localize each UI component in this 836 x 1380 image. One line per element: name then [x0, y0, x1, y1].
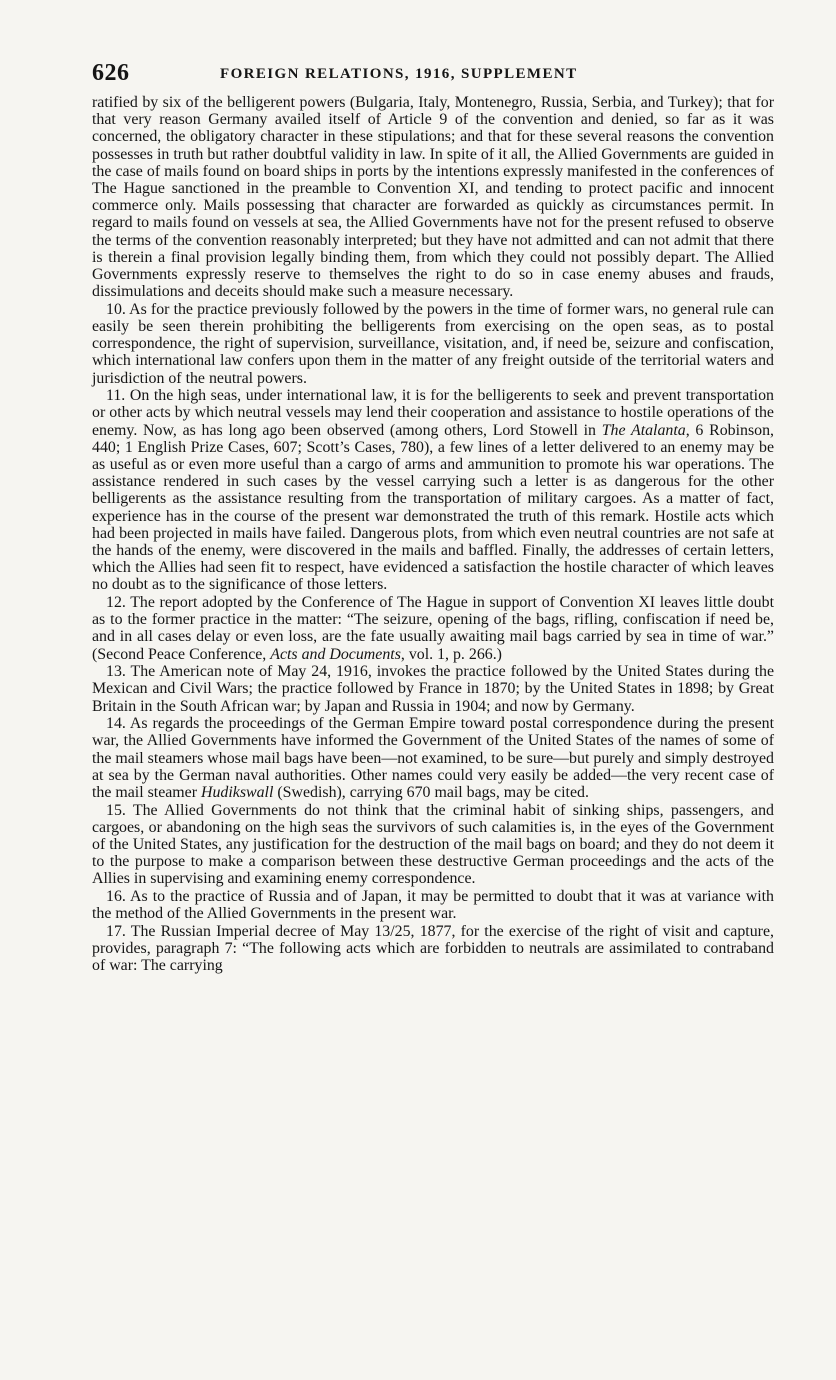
page-header: [92, 60, 774, 94]
paragraph-11: [92, 387, 774, 593]
paragraph-15: [92, 802, 774, 888]
text-run: 16. As to the practice of Russia and of Japan, it may be permitted to doubt that it was at variance with the method of the Allied Governments in the present war.: [92, 888, 774, 923]
text-run: 15. The Allied Governments do not think that the criminal habit of sinking ships, passengers, and cargoes, or abandoning on the high seas the survivors of such calamities is, in the eyes of the Government of the United States, any justification for the destruction of the mail bags on board; and they do not deem it to the purpose to make a comparison between these destructive German proceedings and the acts of the Allies in supervising and examining enemy correspondence.: [92, 801, 774, 888]
paragraph-12: [92, 594, 774, 663]
text-run: 17. The Russian Imperial decree of May 13/25, 1877, for the exercise of the right of visit and capture, provides, paragraph 7: “The following acts which are forbidden to neutrals are assimilated to contraband of war: The carrying: [92, 922, 774, 975]
paragraph-17: [92, 923, 774, 975]
text-run: 14. As regards the proceedings of the German Empire toward postal correspondence during the present war, the Allied Governments have informed the Government of the United States of the names of some of the mail steamers whose mail bags have been—not examined, to be sure—but purely and simply destroyed at sea by the German naval authorities. Other names could very easily be added—the very recent case of the mail steamer: [92, 715, 774, 802]
paragraph-10: [92, 301, 774, 387]
text-run: , 6 Robinson, 440; 1 English Prize Cases, 607; Scott’s Cases, 780), a few lines of a letter delivered to an enemy may be as useful as or even more useful than a cargo of arms and ammunition to promote his war operations. The assistance rendered in such cases by the vessel carrying such a letter is as dangerous for the other belligerents as the assistance resulting from the transportation of military cargoes. As a matter of fact, experience has in the course of the present war demonstrated the truth of this remark. Hostile acts which had been projected in mails have failed. Dangerous plots, from which even neutral countries are not safe at the hands of the enemy, were discovered in the mails and baffled. Finally, the addresses of certain letters, which the Allies had seen fit to respect, have evidenced a satisfaction the hostile character of which leaves no doubt as to the significance of those letters.: [92, 421, 775, 594]
text-run: , vol. 1, p. 266.): [400, 645, 502, 663]
running-head: FOREIGN RELATIONS, 1916, SUPPLEMENT: [220, 66, 578, 82]
paragraph-16: [92, 888, 774, 922]
paragraph-13: [92, 663, 774, 715]
text-run: 13. The American note of May 24, 1916, invokes the practice followed by the United States during the Mexican and Civil Wars; the practice followed by France in 1870; by the United States in 1898; by Great Britain in the South African war; by Japan and Russia in 1904; and now by Germany.: [92, 663, 774, 715]
publication-title-italic: Acts and Documents: [270, 645, 401, 663]
body-text: [92, 94, 774, 974]
text-run: 11. On the high seas, under international law, it is for the belligerents to seek and prevent transportation or other acts by which neutral vessels may lend their cooperation and assistance to hostile operations of the enemy. Now, as has long ago been observed (among others, Lord Stowell in: [92, 387, 774, 439]
text-run: (Swedish), carrying 670 mail bags, may be cited.: [273, 784, 589, 802]
page-number: 626: [92, 60, 130, 86]
text-run: 12. The report adopted by the Conference of The Hague in support of Convention XI leaves little doubt as to the former practice in the matter: “The seizure, opening of the bags, rifling, confiscation if need be, and in all cases delay or even loss, are the fate usually awaiting mail bags carried by sea in time of war.” (Second Peace Conference,: [92, 594, 774, 663]
ship-name-italic: Hudikswall: [200, 784, 274, 802]
text-run: 10. As for the practice previously followed by the powers in the time of former wars, no general rule can easily be seen therein prohibiting the belligerents from exercising on the open seas, as to postal correspondence, the right of supervision, surveillance, visitation, and, if need be, seizure and confiscation, which international law confers upon them in the matter of any freight outside of the territorial waters and jurisdiction of the neutral powers.: [92, 300, 774, 387]
paragraph-14: [92, 715, 774, 801]
case-name-italic: The Atalanta: [601, 421, 686, 439]
text-run: ratified by six of the belligerent powers (Bulgaria, Italy, Montenegro, Russia, Serbia, and Turkey); that for that very reason Germany availed itself of Article 9 of the convention and denied, so far as it was concerned, the obligatory character in these stipulations; and that for these several reasons the convention possesses in truth but rather doubtful validity in law. In spite of it all, the Allied Governments are guided in the case of mails found on board ships in ports by the intentions expressly manifested in the conferences of The Hague sanctioned in the preamble to Convention XI, and tending to protect pacific and innocent commerce only. Mails possessing that character are forwarded as quickly as circumstances permit. In regard to mails found on vessels at sea, the Allied Governments have not for the present refused to observe the terms of the convention reasonably interpreted; but they have not admitted and can not admit that there is therein a final provision legally binding them, from which they could not possibly depart. The Allied Governments expressly reserve to themselves the right to do so in case enemy abuses and frauds, dissimulations and deceits should make such a measure necessary.: [92, 94, 774, 301]
paragraph-continued: [92, 94, 774, 300]
